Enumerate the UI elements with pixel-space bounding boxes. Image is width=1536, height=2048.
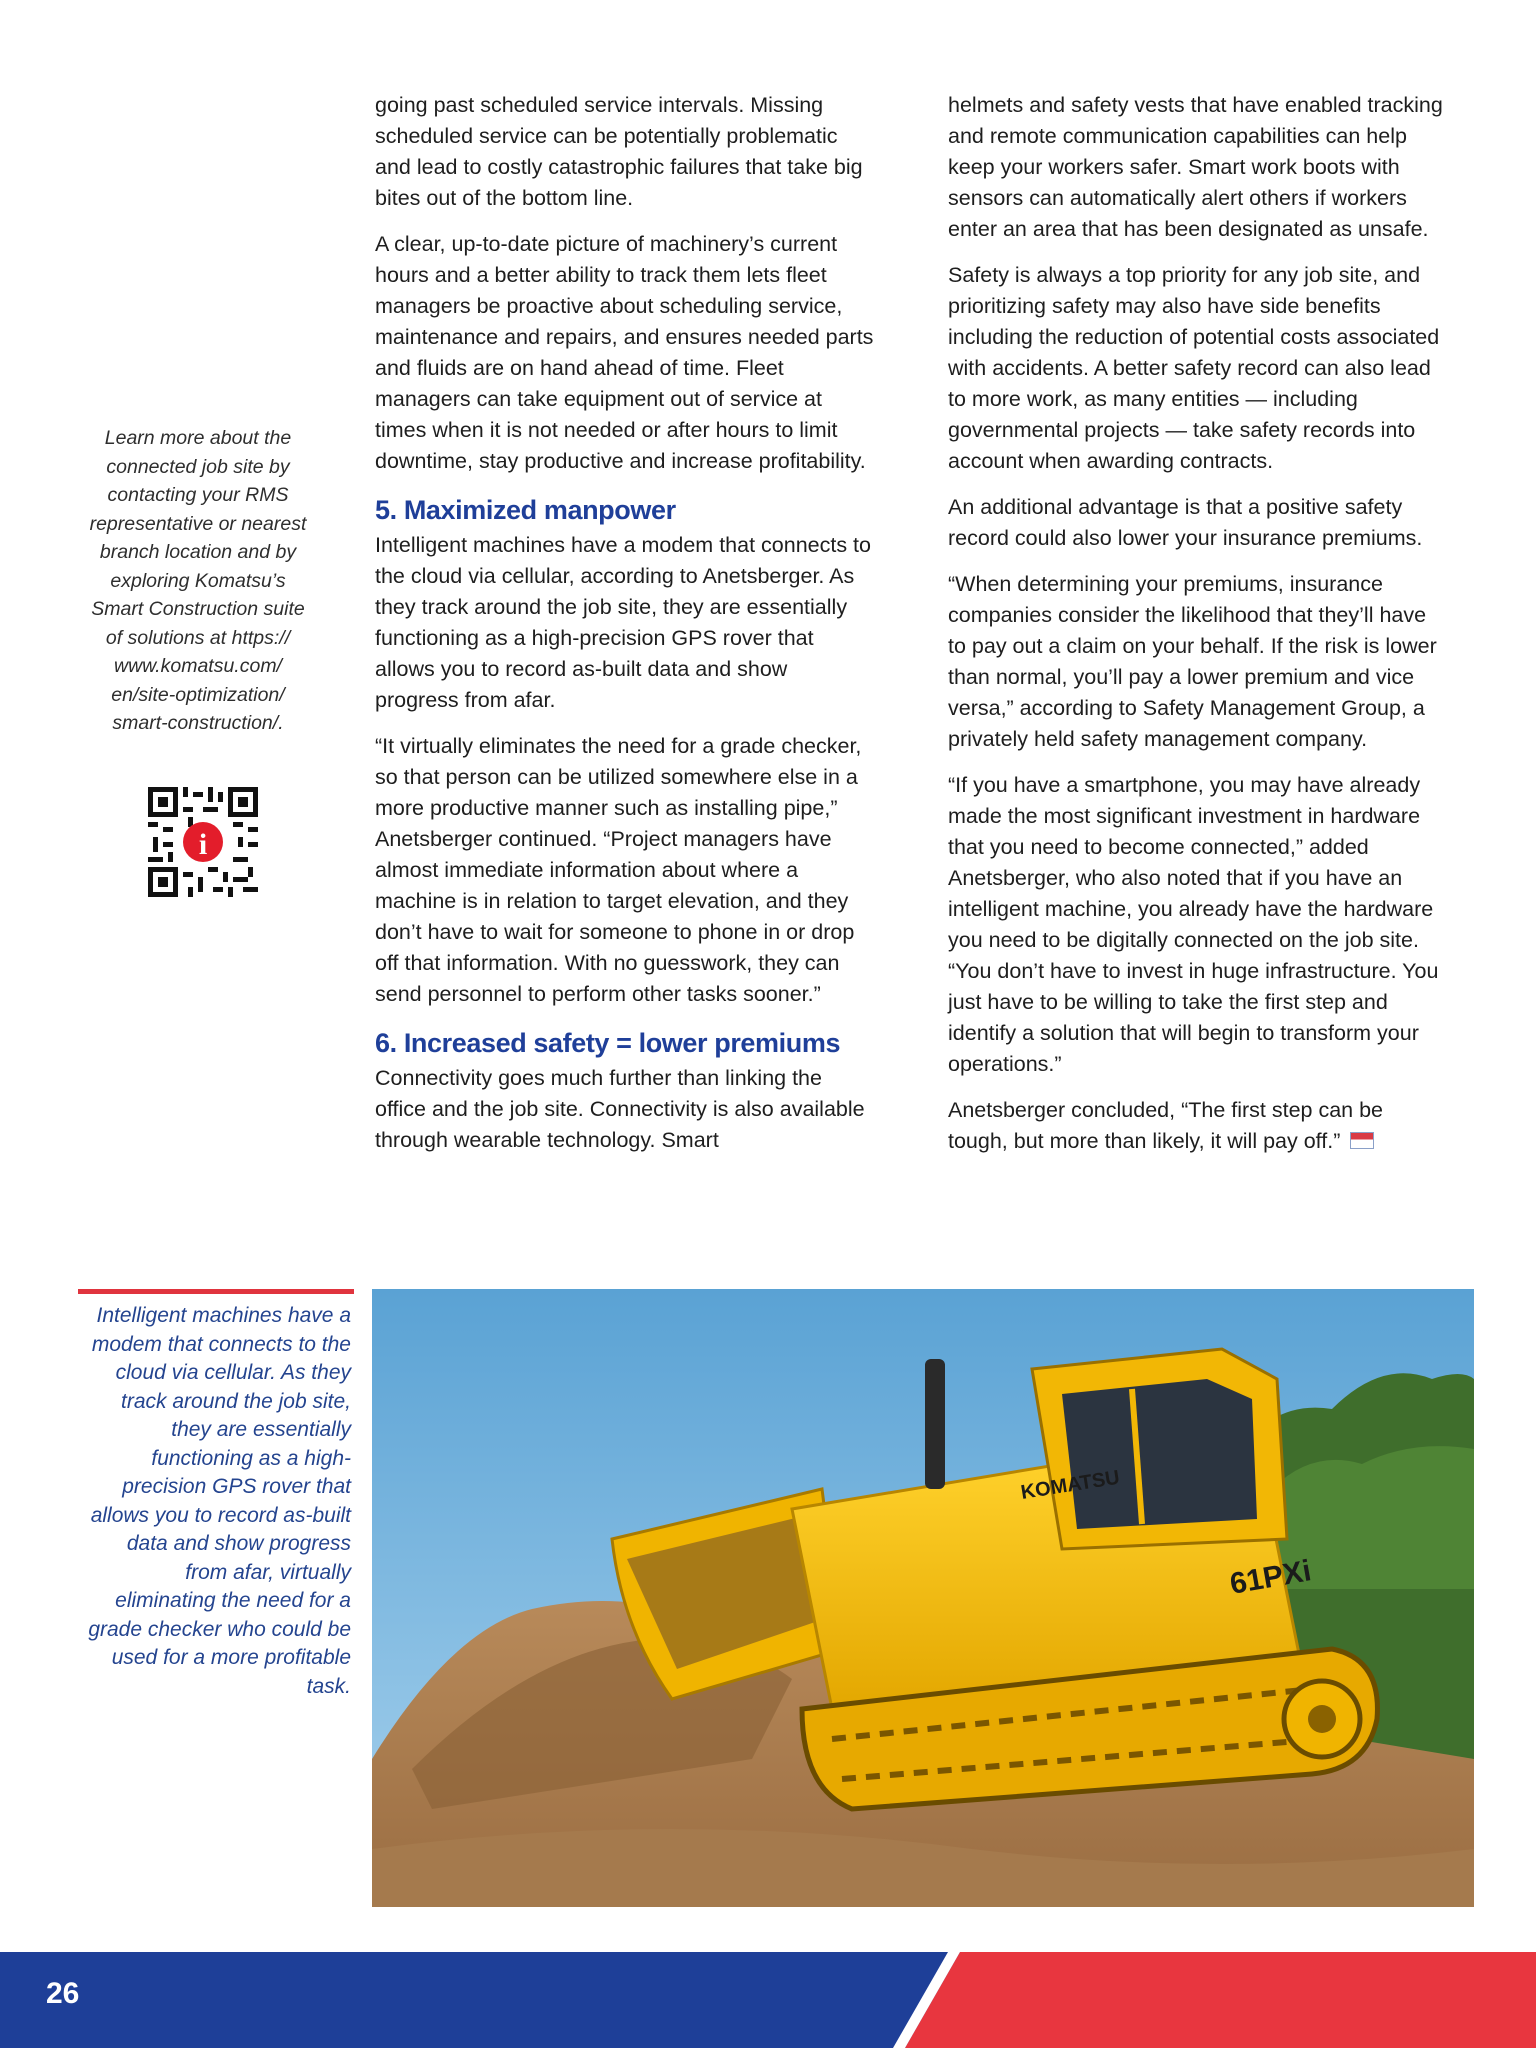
article-column-left (375, 90, 875, 1171)
caption-rule (78, 1289, 354, 1294)
sidebar-note: Learn more about the connected job site by contacting your RMS representative or nearest branch location and by exploring Komatsu’s Smart Construction suite of solutions at https:// www.komatsu.com/ en/site-optimization/ smart-construction/. (89, 427, 307, 734)
page-number: 26 (46, 1977, 80, 2010)
page-footer (0, 1952, 1536, 2048)
paragraph: A clear, up-to-date picture of machinery’s current hours and a better ability to track them lets fleet managers be proactive about scheduling service, maintenance and repairs, and ensures needed parts and fluids are on hand ahead of time. Fleet managers can take equipment out of service at times when it is not needed or after hours to limit downtime, stay productive and increase profitability. (375, 232, 874, 473)
qr-info-badge: i (198, 828, 208, 861)
photo-caption: Intelligent machines have a modem that connects to the cloud via cellular. As they track around the job site, they are essentially functioning as a high-precision GPS rover that allows you to record as-built data and show progress from afar, virtually eliminating the need for a grade checker who could be used for a more profitable task. (88, 1304, 351, 1698)
paragraph: Intelligent machines have a modem that connects to the cloud via cellular, according to Anetsberger. As they track around the job site, they are essentially functioning as a high-precision GPS rover that allows you to record as-built data and show progress from afar. (375, 533, 871, 712)
paragraph: helmets and safety vests that have enabled tracking and remote communication capabilities can help keep your workers safer. Smart work boots with sensors can automatically alert others if workers enter an area that has been designated as unsafe. (948, 93, 1443, 241)
exhaust-stack (925, 1359, 945, 1489)
rms-logo-icon (1350, 1132, 1374, 1149)
closing-text: Anetsberger concluded, “The first step can be tough, but more than likely, it will pay off.” (948, 1098, 1384, 1153)
paragraph: going past scheduled service intervals. Missing scheduled service can be potentially problematic and lead to costly catastrophic failures that take big bites out of the bottom line. (375, 93, 863, 210)
qr-code-icon[interactable] (148, 787, 258, 897)
paragraph: “If you have a smartphone, you may have already made the most significant investment in hardware that you need to become connected,” added Anetsberger, who also noted that if you have an intelligent machine, you already have the hardware you need to be digitally connected on the job site. “You don’t have to invest in huge infrastructure. You just have to be willing to take the first step and identify a solution that will begin to transform your operations.” (948, 773, 1439, 1076)
dozer-model-text: 61PXi (1227, 1554, 1314, 1601)
bulldozer-photo (372, 1289, 1474, 1907)
paragraph: Connectivity goes much further than linking the office and the job site. Connectivity is also available through wearable technology. Smart (375, 1066, 865, 1152)
section-heading-maximized-manpower: 5. Maximized manpower (375, 495, 676, 525)
paragraph: “It virtually eliminates the need for a grade checker, so that person can be utilized somewhere else in a more productive manner such as installing pipe,” Anetsberger continued. “Project managers have almost immediate information about where a machine is in relation to target elevation, and they don’t have to wait for someone to phone in or drop off that information. With no guesswork, they can send personnel to perform other tasks sooner.” (375, 734, 862, 1006)
section-heading-increased-safety: 6. Increased safety = lower premiums (375, 1028, 841, 1058)
paragraph: “When determining your premiums, insurance companies consider the likelihood that they’ll have to pay out a claim on your behalf. If the risk is lower than normal, you’ll pay a lower premium and vice versa,” according to Safety Management Group, a privately held safety management company. (948, 572, 1437, 751)
article-column-right (948, 90, 1448, 1172)
dozer-brand-text: KOMATSU (1019, 1466, 1122, 1504)
paragraph-closing (948, 1095, 1448, 1157)
paragraph: Safety is always a top priority for any job site, and prioritizing safety may also have side benefits including the reduction of potential costs associated with accidents. A better safety record can also lead to more work, as many entities — including governmental projects — take safety records into account when awarding contracts. (948, 263, 1440, 473)
paragraph: An additional advantage is that a positive safety record could also lower your insurance premiums. (948, 495, 1423, 550)
